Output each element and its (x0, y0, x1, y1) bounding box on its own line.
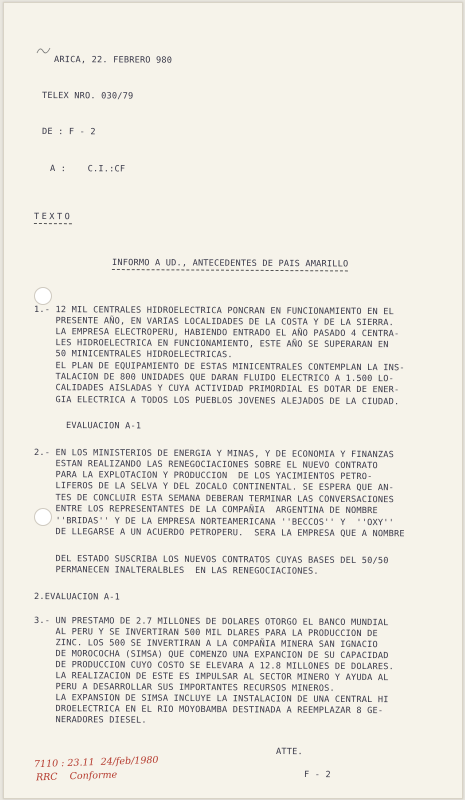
item-2-continued-line: PERMANECEN INALTERALBLES EN LAS RENEGOCIACIONES. (33, 565, 319, 577)
item-1-line: LA EMPRESA ELECTROPERU, HABIENDO ENTRADO EL AÑO PASADO 4 CENTRA- (33, 327, 400, 340)
item-3-line: PERU A DESARROLLAR SUS IMPORTANTES RECURSOS MINEROS. (33, 682, 335, 694)
item-2-line: PARA LA EXPLOTACION Y PRODUCCION DE LOS YACIMIENTOS PETRO- (33, 470, 373, 483)
item-1-line: 1.- 12 MIL CENTRALES HIDROELECTRICA PONCRAN EN FUNCIONAMIENTO EN EL (33, 305, 395, 318)
item-2-line: DE LLEGARSE A UN ACUERDO PETROPERU. SERA LA EMPRESA QUE A NOMBRE (33, 527, 405, 540)
item-3-line: ZINC. LOS 500 SE INVERTIRAN A LA COMPAÑIA MINERA SAN IGNACIO (33, 638, 378, 651)
item-3-line: 3.- UN PRESTAMO DE 2.7 MILLONES DE DOLARES OTORGO EL BANCO MUNDIAL (33, 616, 389, 629)
sender: DE : F - 2 (41, 127, 96, 138)
item-2-line: ESTAN REALIZANDO LAS RENEGOCIACIONES SOBRE EL NUEVO CONTRATO (33, 459, 378, 472)
punch-hole-top (34, 287, 52, 305)
item-2-line: ENTRE LOS REPRESENTANTES DE LA COMPAÑIA ARGENTINA DE NOMBRE (33, 504, 378, 517)
item-3-line: DE PRODUCCION CUYO COSTO SE ELEVARA A 12.8 MILLONES DE DOLARES. (33, 660, 395, 673)
evaluation-1: EVALUACION A-1 (65, 421, 142, 432)
scribble-mark (36, 45, 52, 55)
item-2-line: TES DE CONCLUIR ESTA SEMANA DEBERAN TERMINAR LAS CONVERSACIONES (33, 493, 395, 506)
item-1-line: GIA ELECTRICA A TODOS LOS PUEBLOS JOVENES ALEJADOS DE LA CIUDAD. (33, 395, 400, 408)
item-1-line: PRESENTE AÑO, EN VARIAS LOCALIDADES DE LA COSTA Y DE LA SIERRA. (33, 316, 395, 329)
place-date: ARICA, 22. FEBRERO 980 (53, 55, 173, 66)
recipient: A : C.I.:CF (49, 164, 126, 175)
item-1-line: TALACION DE 800 UNIDADES QUE DARAN FLUIDO ELECTRICO A 1.500 LO- (33, 372, 395, 385)
item-3-line: AL PERU Y SE INVERTIRAN 500 MIL DLARES PARA LA PRODUCCION DE (33, 627, 378, 640)
item-1-line: LES HIDROELECTRICA EN FUNCIONAMIENTO, ESTE AÑO SE SUPERARAN EN (33, 338, 389, 351)
item-2-line: ''BRIDAS'' Y DE LA EMPRESA NORTEAMERICANA ''BECCOS'' Y ''OXY'' (33, 516, 395, 529)
item-1-line: CALIDADES AISLADAS Y CUYA ACTIVIDAD PRIMORDIAL ES DOTAR DE ENER- (33, 383, 400, 396)
telex-number: TELEX NRO. 030/79 (41, 91, 134, 102)
item-3-line: LA REALIZACION DE ESTE ES IMPULSAR AL SECTOR MINERO Y AYUDA AL (33, 671, 389, 684)
document-page (3, 2, 463, 799)
item-3-line: NERADORES DIESEL. (33, 715, 147, 726)
item-3-line: DROELECTRICA EN EL RIO MOYOBAMBA DESTINADA A REEMPLAZAR 8 GE- (33, 704, 384, 717)
signature-block: F - 2 (303, 770, 331, 781)
item-1-line: EL PLAN DE EQUIPAMIENTO DE ESTAS MINICENTRALES CONTEMPLAN LA INS- (33, 361, 405, 374)
handwritten-note-line: RRC Conforme (35, 769, 118, 784)
texto-label: TEXTO (34, 212, 72, 225)
item-2-continued-line: DEL ESTADO SUSCRIBA LOS NUEVOS CONTRATOS CUYAS BASES DEL 50/50 (33, 554, 389, 567)
evaluation-2: 2.EVALUACION A-1 (33, 592, 120, 603)
item-3-line: LA EXPANSION DE SIMSA INCLUYE LA INSTALACION DE UNA CENTRAL HI (33, 693, 389, 706)
handwritten-note-line: 7110 : 23.11 24/feb/1980 (33, 754, 159, 771)
subject-line: INFORMO A UD., ANTECEDENTES DE PAIS AMARILLO (112, 258, 349, 272)
closing: ATTE. (275, 747, 303, 758)
item-3-line: DE MOROCOCHA (SIMSA) QUE COMENZO UNA EXPANCION DE SU CAPACIDAD (33, 649, 389, 662)
item-2-line: LIFEROS DE LA SELVA Y DEL ZOCALO CONTINENTAL. SE ESPERA QUE AN- (33, 481, 395, 494)
item-2-line: 2.- EN LOS MINISTERIOS DE ENERGIA Y MINAS, Y DE ECONOMIA Y FINANZAS (33, 448, 395, 461)
item-1-line: 50 MINICENTRALES HIDROELECTRICAS. (33, 349, 233, 361)
